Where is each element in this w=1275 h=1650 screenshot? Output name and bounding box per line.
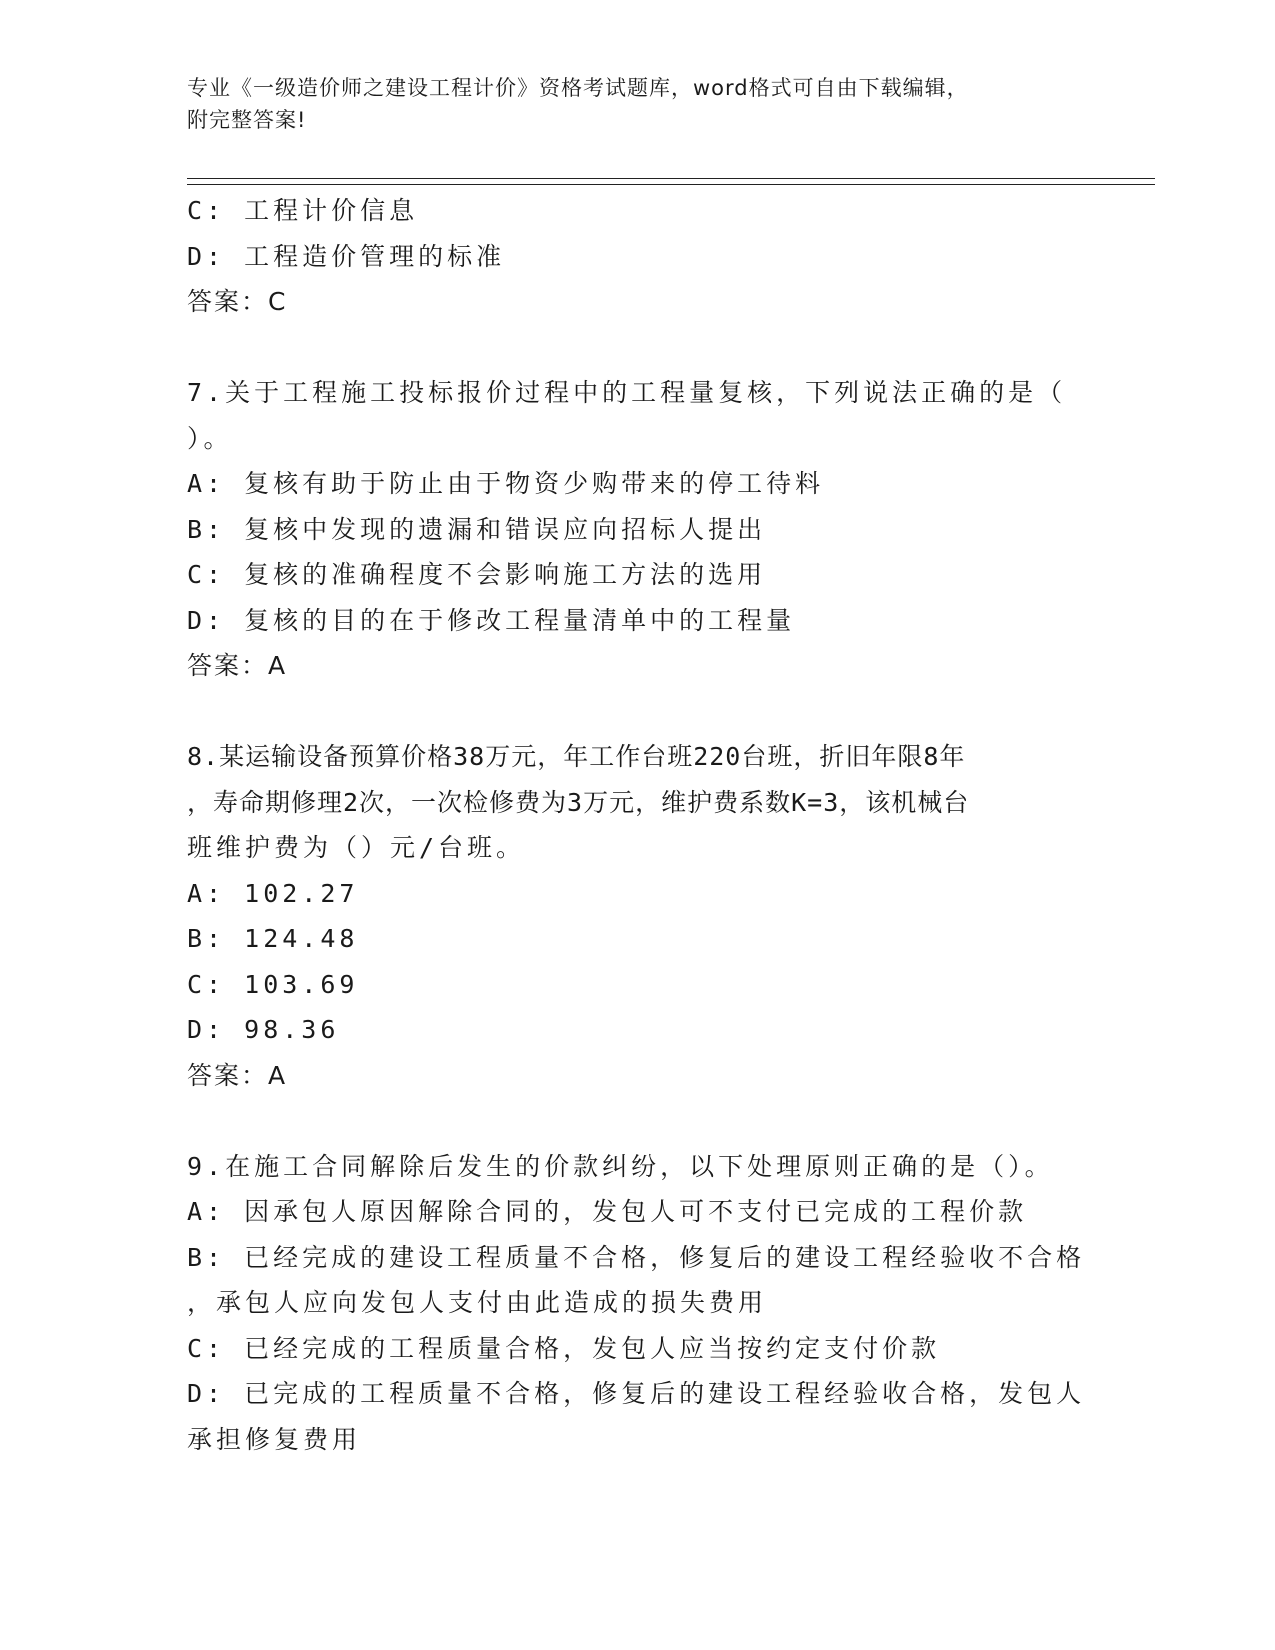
option-d: D: 工程造价管理的标准 [187, 241, 506, 271]
option-d: D: 复核的目的在于修改工程量清单中的工程量 [187, 605, 796, 635]
question-stem: 7.关于工程施工投标报价过程中的工程量复核，下列说法正确的是（ [187, 378, 1067, 407]
answer-line: 答案：A [187, 1060, 288, 1090]
header-rule-bottom [187, 184, 1155, 185]
question-stem: ，寿命期修理2次，一次检修费为3万元，维护费系数K=3，该机械台 [187, 787, 970, 817]
spacer [187, 1098, 1087, 1144]
question-stem: 班维护费为（）元/台班。 [187, 833, 526, 862]
header-rule-top [187, 178, 1155, 179]
option-a: A: 102.27 [187, 878, 359, 908]
header-title-line2: 附完整答案! [187, 108, 307, 132]
question-content [187, 188, 1087, 1462]
header-title-line1: 专业《一级造价师之建设工程计价》资格考试题库，word格式可自由下载编辑， [187, 76, 969, 100]
answer-line: 答案：A [187, 651, 288, 680]
option-b: B: 124.48 [187, 924, 359, 953]
question-7 [187, 370, 1087, 689]
question-stem: 9.在施工合同解除后发生的价款纠纷，以下处理原则正确的是（）。 [187, 1151, 1054, 1181]
option-d: D: 98.36 [187, 1015, 340, 1044]
option-a: A: 因承包人原因解除合同的，发包人可不支付已完成的工程价款 [187, 1197, 1028, 1226]
option-b: B: 已经完成的建设工程质量不合格，修复后的建设工程经验收不合格 [187, 1242, 1086, 1272]
question-stem: 8.某运输设备预算价格38万元，年工作台班220台班，折旧年限8年 [187, 742, 966, 771]
option-c: C: 复核的准确程度不会影响施工方法的选用 [187, 560, 767, 589]
option-c: C: 工程计价信息 [187, 196, 419, 225]
answer-line: 答案：C [187, 287, 288, 316]
previous-question-tail [187, 188, 1087, 325]
question-stem: ）。 [187, 423, 233, 453]
option-b-continued: ，承包人应向发包人支付由此造成的损失费用 [187, 1288, 768, 1317]
spacer [187, 325, 1087, 371]
option-c: C: 103.69 [187, 969, 359, 999]
question-9 [187, 1144, 1087, 1463]
option-d: D: 已完成的工程质量不合格，修复后的建设工程经验收合格，发包人 [187, 1379, 1086, 1408]
spacer [187, 689, 1087, 735]
question-8 [187, 734, 1087, 1098]
option-b: B: 复核中发现的遗漏和错误应向招标人提出 [187, 514, 767, 544]
option-c: C: 已经完成的工程质量合格，发包人应当按约定支付价款 [187, 1333, 941, 1363]
option-d-continued: 承担修复费用 [187, 1424, 362, 1454]
document-header [187, 72, 1067, 136]
option-a: A: 复核有助于防止由于物资少购带来的停工待料 [187, 469, 825, 498]
